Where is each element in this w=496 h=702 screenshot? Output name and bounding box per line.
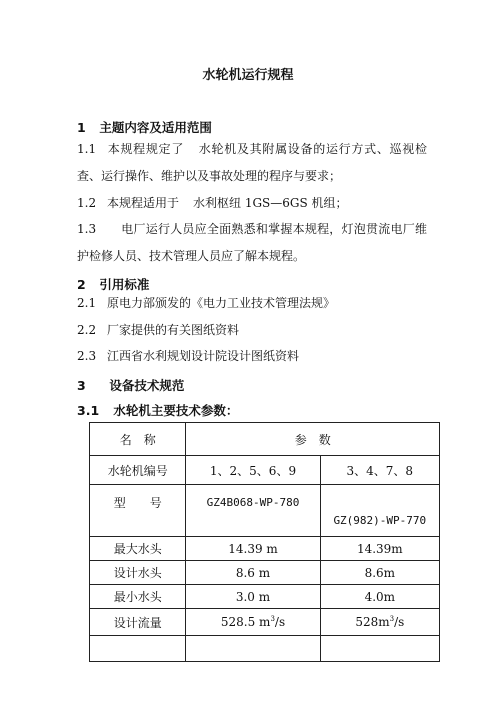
table-row xyxy=(90,609,440,636)
table-header-name: 名 称 xyxy=(90,423,186,456)
paragraph-2-2: 2.2 厂家提供的有关图纸资料 xyxy=(77,323,240,337)
table-cell-label: 最大水头 xyxy=(90,537,186,561)
table-header-param: 参 数 xyxy=(186,423,440,456)
table-cell: 4.0m xyxy=(320,585,439,609)
turbine-parameter-table xyxy=(89,422,440,662)
table-cell-label: 水轮机编号 xyxy=(90,456,186,485)
table-cell-label: 设计流量 xyxy=(90,609,186,636)
section-1-heading: 1 主题内容及适用范围 xyxy=(77,120,212,135)
table-cell: 528.5 $m^3/s$ xyxy=(186,609,320,636)
table-cell-label: 最小水头 xyxy=(90,585,186,609)
table-cell: 8.6m xyxy=(320,561,439,585)
table-row xyxy=(90,456,440,485)
table-cell: GZ4B068-WP-780 xyxy=(186,485,320,537)
table-cell: 14.39m xyxy=(320,537,439,561)
table-row xyxy=(90,561,440,585)
table-cell: 1、2、5、6、9 xyxy=(186,456,320,485)
table-cell-label: 型 号 xyxy=(90,485,186,537)
table-cell: $528m^3/s$ xyxy=(320,609,439,636)
table-row-empty xyxy=(90,636,440,662)
table-cell-empty xyxy=(90,636,186,662)
section-3-heading: 3 设备技术规范 xyxy=(77,378,185,393)
table-row xyxy=(90,485,440,537)
section-3-1-heading: 3.1 水轮机主要技术参数： xyxy=(77,403,239,418)
section-2-heading: 2 引用标准 xyxy=(77,277,150,292)
table-cell: 3.0 m xyxy=(186,585,320,609)
table-cell: 14.39 m xyxy=(186,537,320,561)
table-cell-label: 设计水头 xyxy=(90,561,186,585)
paragraph-2-3: 2.3 江西省水利规划设计院设计图纸资料 xyxy=(77,349,300,363)
paragraph-1-3: 1.3 电厂运行人员应全面熟悉和掌握本规程，灯泡贯流电厂维护检修人员、技术管理人员应了解本规程。 xyxy=(77,222,427,263)
table-row xyxy=(90,537,440,561)
table-cell: GZ(982)-WP-770 xyxy=(320,485,439,537)
paragraph-2-1: 2.1 原电力部颁发的《电力工业技术管理法规》 xyxy=(77,296,336,310)
table-cell-empty xyxy=(186,636,320,662)
paragraph-1-1: 1.1 本规程规定了 水轮机及其附属设备的运行方式、巡视检查、运行操作、维护以及事故处理的程序与要求； xyxy=(77,142,427,183)
table-row xyxy=(90,585,440,609)
table-cell: 8.6 m xyxy=(186,561,320,585)
table-cell: 3、4、7、8 xyxy=(320,456,439,485)
paragraph-1-2: 1.2 本规程适用于 水利枢纽 1GS—6GS 机组； xyxy=(77,196,348,210)
document-title: 水轮机运行规程 xyxy=(202,68,294,83)
table-cell-empty xyxy=(320,636,439,662)
table-header-row xyxy=(90,423,440,456)
